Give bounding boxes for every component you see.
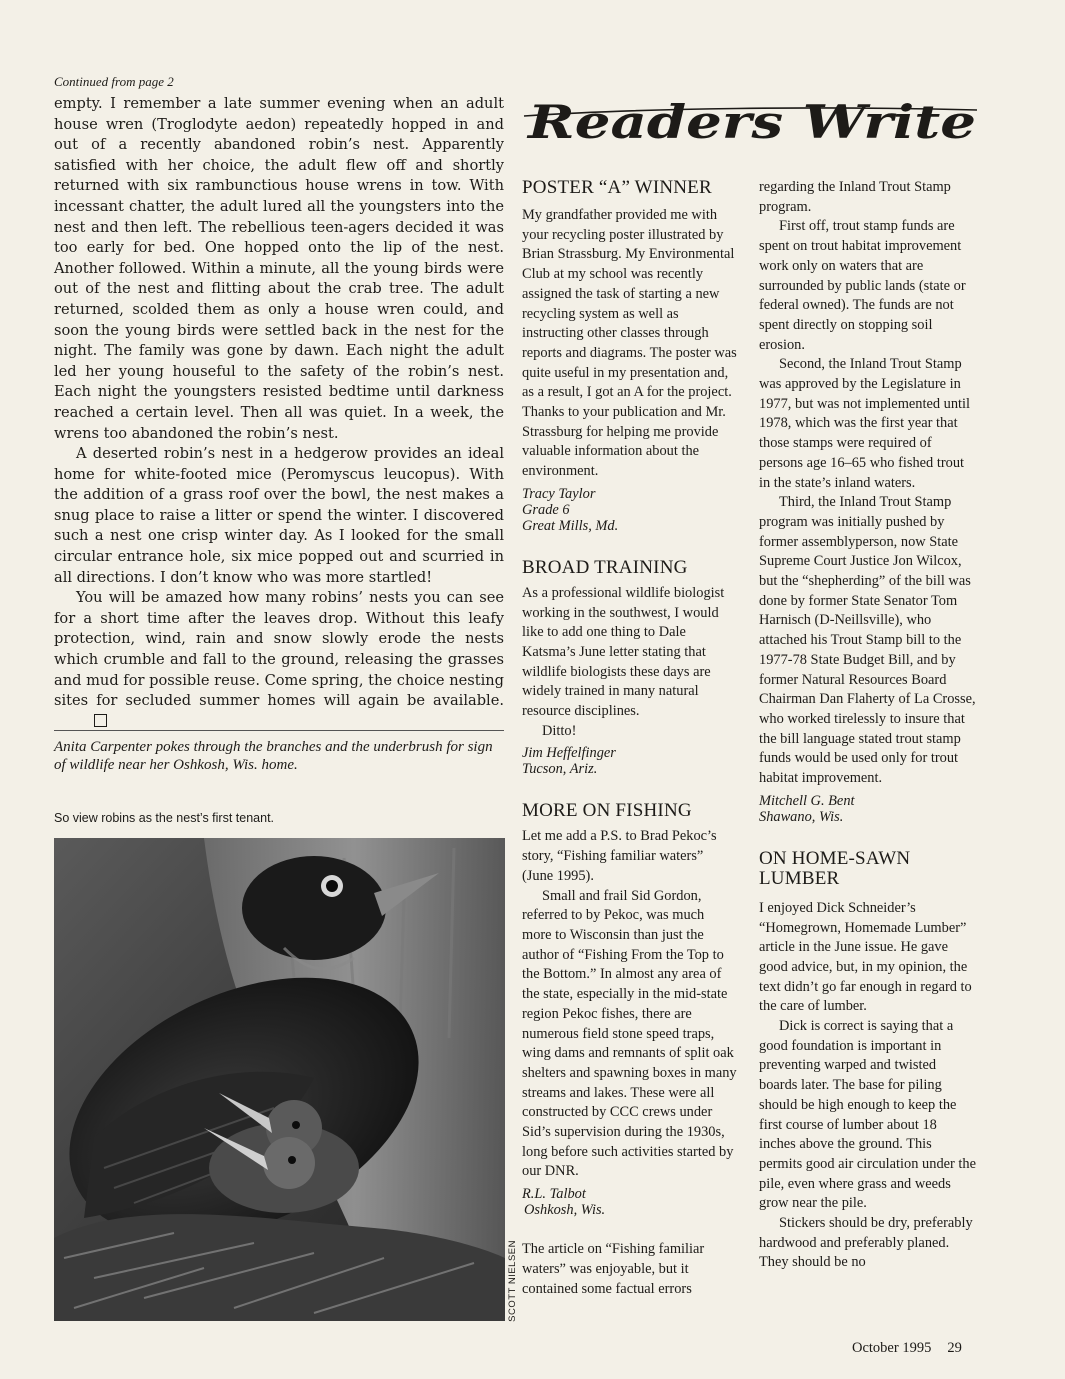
page-footer bbox=[852, 1340, 962, 1357]
letter-paragraph: regarding the Inland Trout Stamp program. bbox=[759, 179, 951, 215]
article-paragraph: empty. I remember a late summer evening when an adult house wren (Troglodyte aedon) repeatedly hopped in and out of a recently abandoned robin’s nest. Apparently satisfied with her choice, the adult flew off and shortly returned with six rambunctious house wrens in tow. With incessant chatter, the adult lured all the youngsters into the nest and then left. The rebellious teen-agers decided it was too early for bed. One hopped onto the lip of the nest. Another followed. Within a minute, all the young birds were out of the nest and flitting about the crab tree. The adult returned, scolded them as only a house wren could, and soon the young birds were settled back in the nest for the night. The family was gone by dawn. Each night the adult led her young houseful to the safety of the robin’s nest. Each night the youngsters resisted bedtime until darkness reached a certain level. Then all was quiet. In a week, the wrens too abandoned the robin’s nest. bbox=[54, 95, 504, 442]
letter-heading: POSTER “A” WINNER bbox=[522, 177, 712, 198]
letter-paragraph: I enjoyed Dick Schneider’s “Homegrown, Homemade Lumber” article in the June issue. He gave good advice, but, in my opinion, the text didn’t go far enough in regard to the care of lumber. bbox=[759, 899, 972, 1015]
letter-paragraph: The article on “Fishing familiar waters” was enjoyable, but it contained some factual errors bbox=[522, 1241, 705, 1297]
letter-paragraph: Third, the Inland Trout Stamp program was initially pushed by former assemblyperson, now State Supreme Court Justice Jon Wilcox, but the “shepherding” of the bill was done by former State Senator Tom Harnisch (D-Neillsville), who attached his Trout Stamp bill to the 1977-78 State Budget Bill, and by former Natural Resources Board Chairman Dan Flaherty of La Crosse, who worked tirelessly to insure that the bill language stated trout stamp funds would be used only for trout habitat improvement. bbox=[759, 494, 976, 787]
letter-heading: MORE ON FISHING bbox=[522, 800, 692, 822]
letter-heading: BROAD TRAINING bbox=[522, 556, 688, 578]
issue-date: October 1995 bbox=[852, 1340, 932, 1356]
masthead-title: Readers Write bbox=[525, 95, 976, 149]
section-masthead bbox=[522, 94, 982, 156]
end-mark-icon bbox=[94, 714, 107, 727]
article-body bbox=[54, 94, 504, 732]
photo-credit: SCOTT NIELSEN bbox=[507, 1240, 518, 1322]
divider bbox=[54, 730, 504, 731]
letter-signature: Mitchell G. Bent Shawano, Wis. bbox=[759, 792, 855, 825]
robin-photo bbox=[54, 838, 505, 1321]
letter-paragraph: Stickers should be dry, preferably hardwood and preferably planed. They should be no bbox=[759, 1215, 973, 1271]
letter-paragraph: My grandfather provided me with your recycling poster illustrated by Brian Strassburg. My Environmental Club at my school was recently assigned the task of starting a new recycling system as well as instructing other classes through reports and diagrams. The poster was quite useful in my presentation and, as a result, I got an A for the project. Thanks to your publication and Mr. Strassburg for helping me provide valuable information about the environment. bbox=[522, 207, 737, 480]
letters-column-middle bbox=[522, 178, 737, 1299]
article-paragraph-text: You will be amazed how many robins’ nests you can see for a short time after the leaves drop. Without this leafy protection, wind, rain and snow slowly erode the nests which crumble and fall to the ground, releasing the grasses and mud for possible reuse. Come spring, the choice nesting sites for secluded summer homes will again be available. bbox=[54, 589, 504, 710]
page-number: 29 bbox=[947, 1340, 962, 1356]
letter-signature: Jim Heffelfinger Tucson, Ariz. bbox=[522, 745, 616, 778]
letters-column-right bbox=[759, 178, 977, 1273]
article-paragraph: A deserted robin’s nest in a hedgerow provides an ideal home for white-footed mice (Peromyscus leucopus). With the addition of a grass roof over the bowl, the nest makes a snug place to raise a litter or spend the winter. I discovered such a nest one crisp winter day. As I looked for the small circular entrance hole, six mice popped out and scurried in all directions. I don’t know who was more startled! bbox=[54, 445, 504, 586]
letter-paragraph: Dick is correct is saying that a good foundation is important in preventing warped and twisted boards later. The base for piling should be high enough to keep the first course of lumber about 18 inches above the ground. This permits good air circulation under the pile, even where grass and weeds grow near the pile. bbox=[759, 1018, 976, 1212]
letter-paragraph: First off, trout stamp funds are spent on trout habitat improvement work only on waters that are surrounded by public lands (state or federal owned). The funds are not spent directly on stopping soil erosion. bbox=[759, 218, 966, 353]
letter-paragraph: Let me add a P.S. to Brad Pekoc’s story, “Fishing familiar waters” (June 1995). bbox=[522, 828, 717, 884]
author-note: Anita Carpenter pokes through the branches and the underbrush for sign of wildlife near her Oshkosh, Wis. home. bbox=[54, 739, 493, 773]
continued-note: Continued from page 2 bbox=[54, 74, 174, 89]
article-paragraph bbox=[54, 588, 504, 732]
letter-signature: Tracy Taylor Grade 6 Great Mills, Md. bbox=[522, 485, 619, 534]
letter-heading: ON HOME-SAWN LUMBER bbox=[759, 847, 911, 889]
letter-paragraph: As a professional wildlife biologist working in the southwest, I would like to add one thing to Dale Katsma’s June letter stating that wildlife biologists these days are widely trained in many natural resource disciplines. bbox=[522, 584, 725, 720]
photo-caption: So view robins as the nest’s first tenant. bbox=[54, 811, 275, 825]
letter-paragraph: Ditto! bbox=[542, 722, 577, 739]
letter-paragraph: Small and frail Sid Gordon, referred to by Pekoc, was much more to Wisconsin than just the author of “Fishing From the Top to the Bottom.” In almost any area of the state, especially in the mid-state region Pekoc fishes, there are numerous field stone speed traps, wing dams and remnants of split oak shelters and spawning boxes in many streams and lakes. These were all constructed by CCC crews under Sid’s supervision during the 1930s, long before such activities started by our DNR. bbox=[522, 887, 737, 1180]
letter-paragraph: Second, the Inland Trout Stamp was approved by the Legislature in 1977, but was not implemented until 1978, which was the first year that those stamps were required of persons age 16–65 who fished trout in the state’s inland waters. bbox=[759, 356, 971, 491]
letter-signature: R.L. Talbot Oshkosh, Wis. bbox=[522, 1186, 606, 1219]
